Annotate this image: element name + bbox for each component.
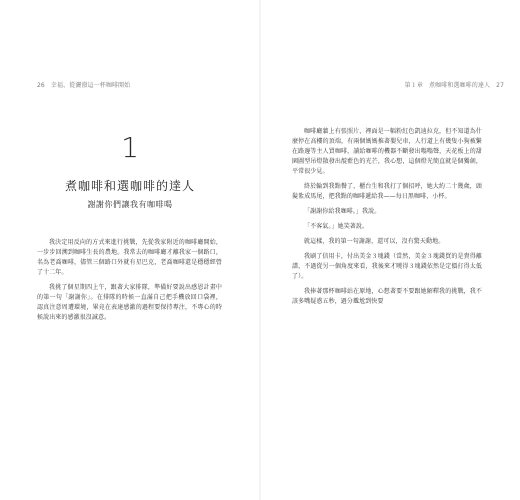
paragraph: 終於輪到我點餐了，櫃台生和我打了個招呼，她大約二十幾歲，頭髮紮成馬尾，把我點的咖啡遞給我——每日黑咖啡，小杯。 (292, 183, 482, 200)
right-body-text (292, 127, 482, 307)
paragraph: 我刷了信用卡，付出美金３塊錢（當然，美金３塊錢買的是貴得離譜，不過從另一個角度來看，我後來才曉得３塊錢依然是定價打得太低了）。 (292, 253, 482, 280)
chapter-title: 煮咖啡和選咖啡的達人 (64, 179, 195, 193)
paragraph: 我決定用反向的方式來進行挑戰，先從我家附近的咖啡廳開始，一步步回溯到咖啡生長的農地。我常去的咖啡廳才離我家一個路口，名為老喬咖啡，儘管三個路口外就有星巴克，老喬咖啡還是穩穩經營了十二年。 (37, 239, 222, 276)
paragraph: 我挑了個星期四上午，跟著大家排隊，準備好要說出感恩計畫中的第一句「謝謝你」。在排隊的時候一直滿自己把手機放回口袋裡，認真注意周遭環境，畢竟在表達感激的過程要保持專注，不專心的時候說出來的感激很沒誠意。 (37, 284, 222, 321)
left-body-text (37, 238, 222, 323)
paragraph: 就這樣，我的第一句謝謝，還可以，沒有驚天動地。 (304, 238, 445, 245)
left-running-header: 26 幸福，從灑潑這一杯咖啡開始 (37, 82, 131, 89)
paragraph: 「謝謝你給我咖啡。」我說。 (304, 208, 381, 215)
paragraph: 「不客氣。」她笑著說。 (304, 223, 369, 230)
chapter-subtitle: 謝謝你們讓我有咖啡喝 (87, 200, 173, 209)
chapter-number: 1 (121, 131, 139, 164)
paragraph: 咖啡廳牆上有張照片，裡面是一幅粉紅色凱迪拉克，但不知道為什麼停在高樓的頂端，有兩個媽媽推著嬰兒車，人行道上有幾隻小狗被繫在路邊等主人買咖啡，讀給咖啡的機器不斷發出嗡嗡聲，天花板上的甜園圖型吊燈散發出靛藍色的光芒，我心想，這個燈光簡直就是個獨創，平常很少見。 (292, 128, 482, 175)
right-page (260, 0, 520, 500)
right-running-header: 第１章 煮咖啡和選咖啡的達人 27 (404, 82, 504, 89)
paragraph: 我捧著那杯咖啡站在原地，心想著要不要跟她解釋我的挑戰，我不該多嘴疑惑五秒，過分尷尬到快要 (292, 288, 482, 305)
